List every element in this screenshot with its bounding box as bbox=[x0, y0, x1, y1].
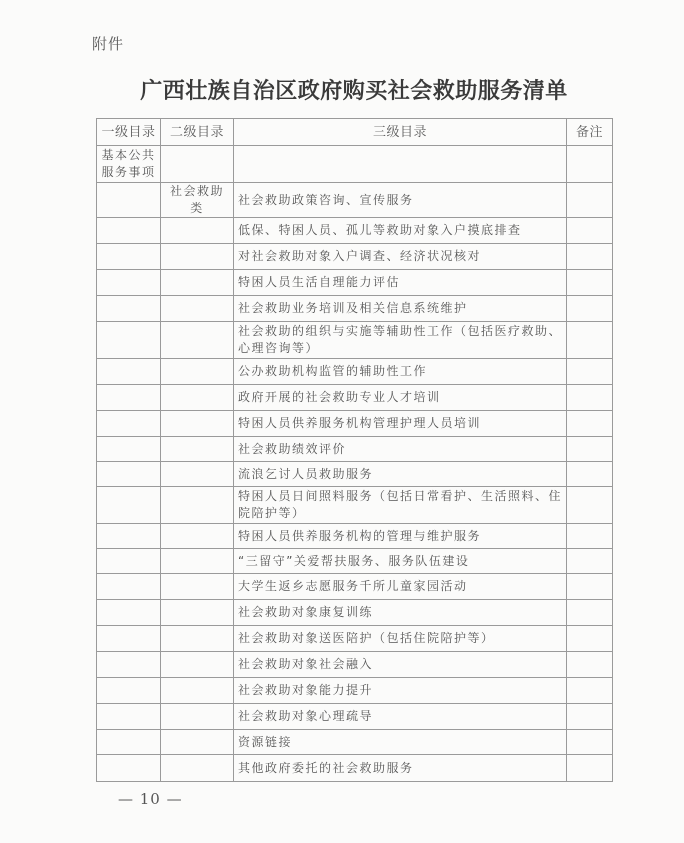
header-remarks: 备注 bbox=[567, 119, 613, 146]
table-row bbox=[97, 678, 613, 704]
table-body bbox=[97, 146, 613, 782]
cell-level3: 资源链接 bbox=[234, 730, 567, 755]
table-row bbox=[97, 574, 613, 600]
cell-level2 bbox=[161, 600, 234, 626]
cell-level2 bbox=[161, 549, 234, 574]
table-row bbox=[97, 600, 613, 626]
cell-level3: 对社会救助对象入户调查、经济状况核对 bbox=[234, 244, 567, 270]
cell-level1 bbox=[97, 462, 161, 487]
cell-level2 bbox=[161, 322, 234, 359]
cell-level3: 社会救助对象心理疏导 bbox=[234, 704, 567, 730]
cell-level2 bbox=[161, 385, 234, 411]
table-row bbox=[97, 462, 613, 487]
table-row bbox=[97, 411, 613, 437]
cell-level3: 社会救助对象送医陪护（包括住院陪护等） bbox=[234, 626, 567, 652]
cell-level3: 社会救助对象社会融入 bbox=[234, 652, 567, 678]
table-row bbox=[97, 437, 613, 462]
cell-level2 bbox=[161, 487, 234, 524]
page-number: — 10 — bbox=[118, 790, 183, 808]
cell-level1 bbox=[97, 652, 161, 678]
table-row bbox=[97, 270, 613, 296]
cell-remarks bbox=[567, 270, 613, 296]
cell-level3: 其他政府委托的社会救助服务 bbox=[234, 755, 567, 782]
cell-remarks bbox=[567, 487, 613, 524]
cell-level3: 政府开展的社会救助专业人才培训 bbox=[234, 385, 567, 411]
cell-level1: 基本公共服务事项 bbox=[97, 146, 161, 183]
cell-level1 bbox=[97, 322, 161, 359]
cell-level1 bbox=[97, 704, 161, 730]
cell-remarks bbox=[567, 574, 613, 600]
cell-level2 bbox=[161, 652, 234, 678]
cell-level2 bbox=[161, 359, 234, 385]
cell-level1 bbox=[97, 270, 161, 296]
cell-level3: 社会救助政策咨询、宣传服务 bbox=[234, 183, 567, 218]
header-level3: 三级目录 bbox=[234, 119, 567, 146]
table-row bbox=[97, 755, 613, 782]
cell-level2 bbox=[161, 755, 234, 782]
cell-level3: 社会救助的组织与实施等辅助性工作（包括医疗救助、心理咨询等） bbox=[234, 322, 567, 359]
header-level2: 二级目录 bbox=[161, 119, 234, 146]
cell-level2 bbox=[161, 462, 234, 487]
table-row bbox=[97, 296, 613, 322]
cell-level3: 特困人员日间照料服务（包括日常看护、生活照料、住院陪护等） bbox=[234, 487, 567, 524]
cell-level1 bbox=[97, 524, 161, 549]
cell-level3: 大学生返乡志愿服务千所儿童家园活动 bbox=[234, 574, 567, 600]
cell-remarks bbox=[567, 652, 613, 678]
cell-level1 bbox=[97, 359, 161, 385]
cell-remarks bbox=[567, 549, 613, 574]
table-row bbox=[97, 626, 613, 652]
page-title: 广西壮族自治区政府购买社会救助服务清单 bbox=[140, 78, 568, 104]
table-row bbox=[97, 730, 613, 755]
table-row bbox=[97, 359, 613, 385]
table-row bbox=[97, 218, 613, 244]
cell-remarks bbox=[567, 322, 613, 359]
cell-level2 bbox=[161, 296, 234, 322]
table-row bbox=[97, 183, 613, 218]
cell-level1 bbox=[97, 385, 161, 411]
cell-remarks bbox=[567, 600, 613, 626]
cell-remarks bbox=[567, 359, 613, 385]
cell-level2 bbox=[161, 437, 234, 462]
attachment-label: 附件 bbox=[92, 35, 125, 53]
cell-level2 bbox=[161, 678, 234, 704]
table-row bbox=[97, 704, 613, 730]
cell-level1 bbox=[97, 730, 161, 755]
cell-level1 bbox=[97, 218, 161, 244]
service-catalog-table bbox=[96, 118, 613, 782]
cell-level2 bbox=[161, 146, 234, 183]
cell-level2 bbox=[161, 524, 234, 549]
table-row bbox=[97, 549, 613, 574]
cell-remarks bbox=[567, 218, 613, 244]
cell-level1 bbox=[97, 183, 161, 218]
cell-level2 bbox=[161, 244, 234, 270]
cell-level1 bbox=[97, 574, 161, 600]
cell-level3 bbox=[234, 146, 567, 183]
table-row bbox=[97, 385, 613, 411]
cell-remarks bbox=[567, 755, 613, 782]
cell-remarks bbox=[567, 437, 613, 462]
table-header-row bbox=[97, 119, 613, 146]
table-row bbox=[97, 322, 613, 359]
cell-level3: 低保、特困人员、孤儿等救助对象入户摸底排查 bbox=[234, 218, 567, 244]
cell-remarks bbox=[567, 411, 613, 437]
cell-remarks bbox=[567, 524, 613, 549]
cell-remarks bbox=[567, 730, 613, 755]
cell-level2: 社会救助类 bbox=[161, 183, 234, 218]
table-row bbox=[97, 487, 613, 524]
cell-level2 bbox=[161, 626, 234, 652]
cell-level3: 特困人员生活自理能力评估 bbox=[234, 270, 567, 296]
cell-remarks bbox=[567, 704, 613, 730]
cell-level3: 特困人员供养服务机构管理护理人员培训 bbox=[234, 411, 567, 437]
table-row bbox=[97, 652, 613, 678]
cell-level3: 社会救助对象康复训练 bbox=[234, 600, 567, 626]
cell-level3: 流浪乞讨人员救助服务 bbox=[234, 462, 567, 487]
cell-level1 bbox=[97, 411, 161, 437]
cell-level1 bbox=[97, 678, 161, 704]
cell-level1 bbox=[97, 487, 161, 524]
cell-remarks bbox=[567, 462, 613, 487]
cell-level3: 社会救助业务培训及相关信息系统维护 bbox=[234, 296, 567, 322]
cell-level2 bbox=[161, 730, 234, 755]
cell-level3: “三留守”关爱帮扶服务、服务队伍建设 bbox=[234, 549, 567, 574]
cell-level1 bbox=[97, 296, 161, 322]
cell-remarks bbox=[567, 678, 613, 704]
cell-level1 bbox=[97, 244, 161, 270]
cell-level1 bbox=[97, 549, 161, 574]
cell-remarks bbox=[567, 146, 613, 183]
cell-level1 bbox=[97, 755, 161, 782]
cell-remarks bbox=[567, 244, 613, 270]
cell-level3: 公办救助机构监管的辅助性工作 bbox=[234, 359, 567, 385]
cell-level1 bbox=[97, 600, 161, 626]
cell-level3: 特困人员供养服务机构的管理与维护服务 bbox=[234, 524, 567, 549]
cell-level2 bbox=[161, 270, 234, 296]
header-level1: 一级目录 bbox=[97, 119, 161, 146]
cell-level2 bbox=[161, 574, 234, 600]
cell-remarks bbox=[567, 183, 613, 218]
cell-level1 bbox=[97, 437, 161, 462]
table-row bbox=[97, 244, 613, 270]
cell-level2 bbox=[161, 218, 234, 244]
table-row bbox=[97, 524, 613, 549]
table-row bbox=[97, 146, 613, 183]
cell-level3: 社会救助绩效评价 bbox=[234, 437, 567, 462]
cell-remarks bbox=[567, 626, 613, 652]
cell-level2 bbox=[161, 704, 234, 730]
cell-remarks bbox=[567, 385, 613, 411]
cell-level1 bbox=[97, 626, 161, 652]
cell-level3: 社会救助对象能力提升 bbox=[234, 678, 567, 704]
cell-remarks bbox=[567, 296, 613, 322]
cell-level2 bbox=[161, 411, 234, 437]
